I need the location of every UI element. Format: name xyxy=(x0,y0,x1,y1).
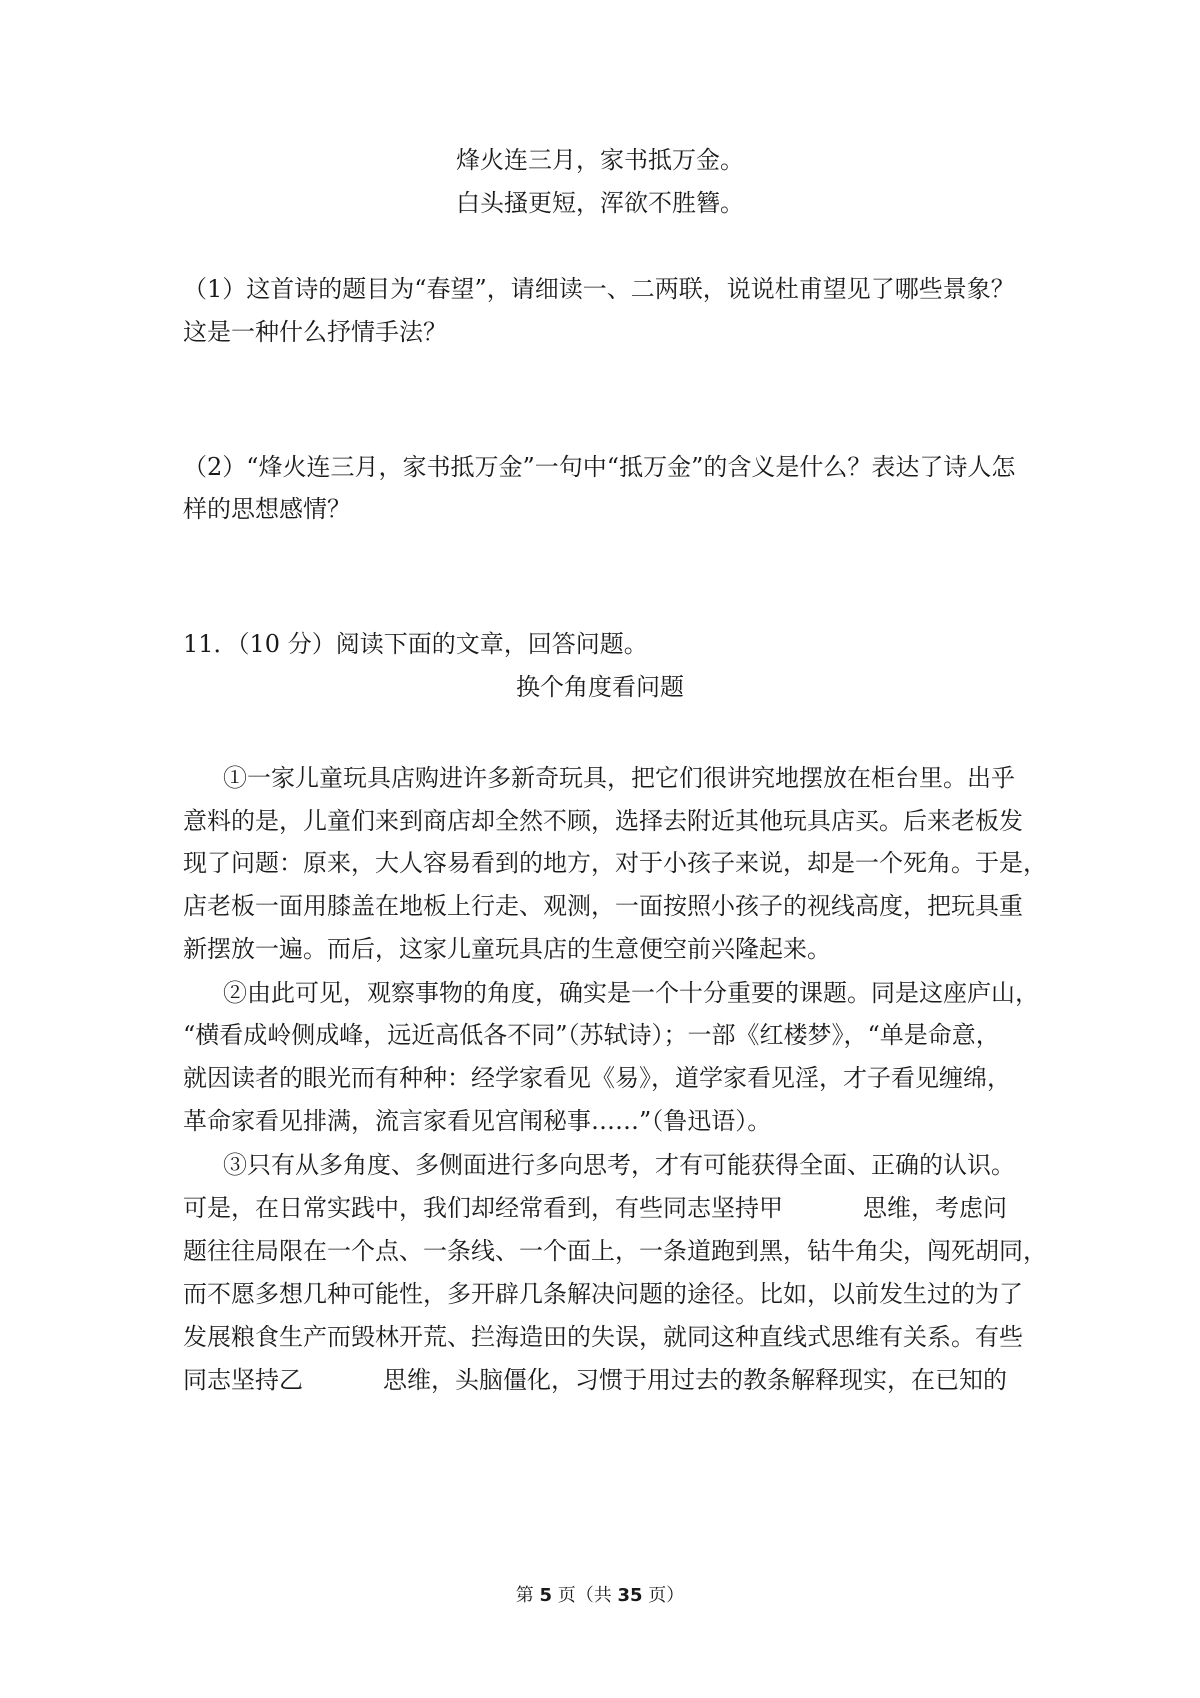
question-2-line-1: （2）“烽火连三月，家书抵万金”一句中“抵万金”的含义是什么？表达了诗人怎 xyxy=(183,453,1016,481)
question-11-heading: 11．（10 分）阅读下面的文章，回答问题。 xyxy=(183,630,648,658)
poem-line-1: 烽火连三月，家书抵万金。 xyxy=(456,146,744,174)
paragraph-1-line: 现了问题：原来，大人容易看到的地方，对于小孩子来说，却是一个死角。于是， xyxy=(183,849,1047,877)
footer-page-number: 5 xyxy=(539,1585,552,1606)
paragraph-1-line: 意料的是，儿童们来到商店却全然不顾，选择去附近其他玩具店买。后来老板发 xyxy=(183,807,1023,835)
footer-prefix: 第 xyxy=(515,1585,540,1606)
article-title: 换个角度看问题 xyxy=(516,673,684,701)
paragraph-1-line: 新摆放一遍。而后，这家儿童玩具店的生意便空前兴隆起来。 xyxy=(183,935,831,963)
question-1-line-1: （1）这首诗的题目为“春望”，请细读一、二两联，说说杜甫望见了哪些景象？ xyxy=(183,275,1015,303)
paragraph-3-text: 可是，在日常实践中，我们却经常看到，有些同志坚持甲 xyxy=(183,1194,783,1222)
paragraph-2-line: 革命家看见排满，流言家看见宫闱秘事……”（鲁迅语）。 xyxy=(183,1107,772,1135)
page-footer xyxy=(0,1584,1200,1608)
paragraph-3-line: 而不愿多想几种可能性，多开辟几条解决问题的途径。比如，以前发生过的为了 xyxy=(183,1280,1023,1308)
footer-middle: 页（共 xyxy=(552,1585,618,1606)
poem-line-2: 白头搔更短，浑欲不胜簪。 xyxy=(456,189,744,217)
paragraph-1-line: ①一家儿童玩具店购进许多新奇玩具，把它们很讲究地摆放在柜台里。出乎 xyxy=(223,764,1015,792)
paragraph-3-line-with-blank xyxy=(183,1363,1023,1397)
footer-suffix: 页） xyxy=(642,1585,685,1606)
paragraph-3-text: 同志坚持乙 xyxy=(183,1366,303,1394)
question-1-line-2: 这是一种什么抒情手法？ xyxy=(183,318,447,346)
paragraph-3-line: 发展粮食生产而毁林开荒、拦海造田的失误，就同这种直线式思维有关系。有些 xyxy=(183,1323,1023,1351)
paragraph-3-line: ③只有从多角度、多侧面进行多向思考，才有可能获得全面、正确的认识。 xyxy=(223,1151,1015,1179)
paragraph-1-line: 店老板一面用膝盖在地板上行走、观测，一面按照小孩子的视线高度，把玩具重 xyxy=(183,892,1023,920)
footer-total-pages: 35 xyxy=(617,1585,643,1606)
paragraph-3-line-with-blank xyxy=(183,1191,1023,1225)
paragraph-3-text: 思维，考虑问 xyxy=(863,1194,1007,1222)
question-2-line-2: 样的思想感情？ xyxy=(183,495,351,523)
paragraph-2-line: ②由此可见，观察事物的角度，确实是一个十分重要的课题。同是这座庐山， xyxy=(223,979,1039,1007)
paragraph-3-text: 思维，头脑僵化，习惯于用过去的教条解释现实，在已知的 xyxy=(383,1366,1007,1394)
paragraph-2-line: 就因读者的眼光而有种种：经学家看见《易》，道学家看见淫，才子看见缠绵， xyxy=(183,1064,1011,1092)
paragraph-3-line: 题往往局限在一个点、一条线、一个面上，一条道跑到黑，钻牛角尖，闯死胡同， xyxy=(183,1237,1047,1265)
paragraph-2-line: “横看成岭侧成峰，远近高低各不同”（苏轼诗）；一部《红楼梦》，“单是命意， xyxy=(183,1021,1000,1049)
